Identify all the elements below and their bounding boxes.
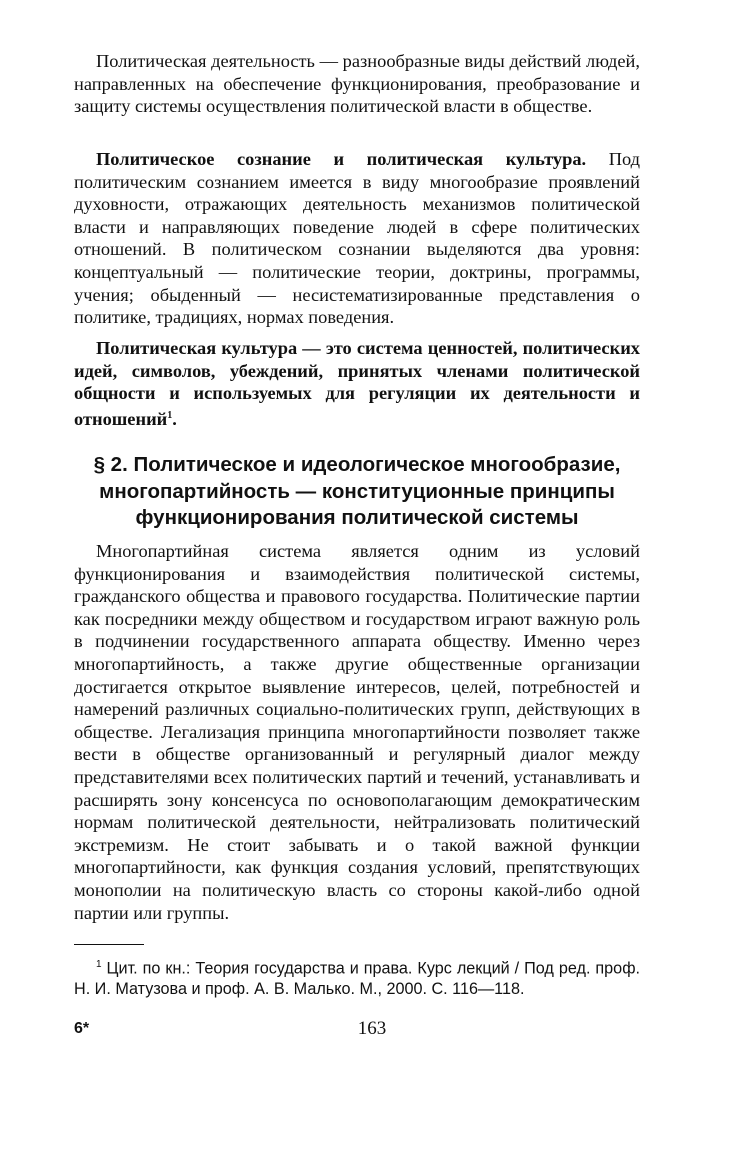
footnote-reference[interactable]: 1 xyxy=(167,409,173,421)
paragraph-political-culture xyxy=(74,337,640,431)
footnote xyxy=(74,954,640,1000)
printer-signature-mark: 6* xyxy=(74,1020,90,1037)
footnote-text: Цит. по кн.: Теория государства и права. Курс лекций / Под ред. проф. Н. И. Матузова и проф. А. В. Малько. М., 2000. С. 116—118. xyxy=(74,959,641,999)
footnote-mark: 1 xyxy=(96,959,102,970)
paragraph-end: . xyxy=(172,408,177,429)
paragraph-body: Политическая культура — это система ценностей, политических идей, символов, убеждений, принятых членами политической общности и используемых для регуляции их деятельности и отношений xyxy=(74,338,640,429)
section-heading: § 2. Политическое и идеологическое многообразие, многопартийность — конституционные принципы функционирования политической системы xyxy=(93,453,621,529)
page-number: 163 xyxy=(357,1018,387,1039)
paragraph-body: Под политическим сознанием имеется в виду многообразие проявлений духовности, отражающих деятельность механизмов политической власти и направляющих поведение людей в сфере политических отношений. В политическом сознании выделяются два уровня: концептуальный — политические теории, доктрины, программы, учения; обыденный — несистематизированные представления о политике, традициях, нормах поведения. xyxy=(74,149,641,328)
footnote-divider xyxy=(74,944,144,945)
run-in-heading: Политическое сознание и политическая культура. xyxy=(96,149,587,169)
paragraph-political-activity: Политическая деятельность — разнообразные виды действий людей, направленных на обеспечение функционирования, преобразование и защиту системы осуществления политической власти в обществе. xyxy=(74,51,640,117)
paragraph-political-consciousness xyxy=(74,148,640,329)
paragraph-multiparty-system: Многопартийная система является одним из условий функционирования и взаимодействия политической системы, гражданского общества и правового государства. Политические партии как посредники между обществом и государством играют важную роль в подчинении государственного аппарата обществу. Именно через многопартийность, а также другие общественные организации достигается открытое выявление интересов, целей, потребностей и намерений различных социально-политических групп, действующих в обществе. Легализация принципа многопартийности позволяет также вести в обществе организованный и регулярный диалог между представителями всех политических партий и течений, устанавливать и расширять зону консенсуса по основополагающим демократическим нормам политической деятельности, нейтрализовать политический экстремизм. Не стоит забывать и о такой важной функции многопартийности, как функция создания условий, препятствующих монополии на политическую власть со стороны какой-либо одной партии или группы. xyxy=(74,541,640,923)
